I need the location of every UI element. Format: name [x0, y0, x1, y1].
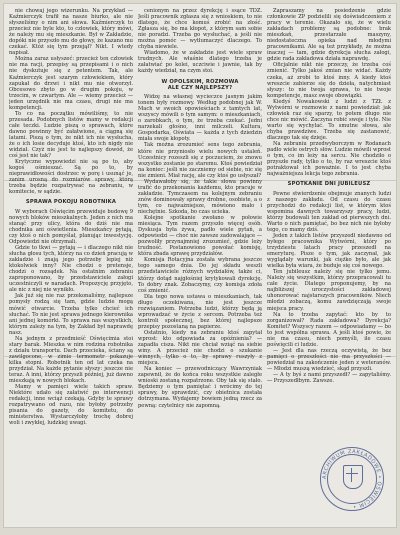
paragraph: Komisja Rotacyjna została wybrana jeszcze tego samego dnia. Do jej składu weszli przedstawiciele różnych wydziałów, także ci, którzy dotąd najgłośniej krytykowali dyrekcję. To dobry znak. Zobaczymy, czy komisja zdoła coś zmienić.: [138, 257, 262, 294]
section-heading: SPOTKANIE DNI JUBILEUSZ: [287, 181, 371, 188]
paragraph: Wydawałoby się, że takie słowa powinny trafić do przekonania każdemu, kto pracuje w zakładzie. Tymczasem na kolejnym zebraniu znów dominowały sprawy drobne, osobiste, a o tym, co najważniejsze, mówiono mało i niechętnie. Szkoda, bo czas ucieka.: [138, 178, 262, 215]
paragraph: Na jednym z przedmieść Oświęcimia stoi stary barak. Mieszka w nim rodzina robotnika z działu transportu. Dach przecieka, ściany są zawilgocone, w zimie termometr pokazuje kilka stopni. Robotnik ten od lat czeka na przydział. Na każde pytanie słyszy: jeszcze nie teraz. A inni, którzy przyszli później, już dawno mieszkają w nowych blokach.: [9, 335, 133, 385]
paragraph: Pewne stwierdzenie obejmuje znanych ludzi z naszego zakładu. Od czasu do czasu przychodzi do redakcji list, w którym ktoś wspomina dawnych towarzyszy pracy, ludzi, którzy budowali ten zakład od pierwszych dni. Warto o nich pamiętać, bo bez nich nie byłoby tego, co mamy dziś.: [267, 190, 391, 233]
paragraph: Kolejne spotkanie zwołano w połowie miesiąca. Tym razem przyszło więcej osób. Dyskusja była żywa, padło wiele pytań, a odpowiedzi — choć nie zawsze zadowalające — pozwoliły przynajmniej zrozumieć, gdzie leży trudność. Postanowiono powołać komisję, która zbada sprawę przydziałów.: [138, 215, 262, 258]
paragraph: Jeden z takich listów przyszedł niedawno od byłego pracownika Wytwórni, który po trzydziestu latach pracy przeszedł na emeryturę. Pisze o tym, jak zaczynał, jak wyglądały warunki, jak ciężko było, ale jak wielka była wiara, że buduje się coś nowego.: [267, 232, 391, 270]
stamp-text: ARCHIWUM ZAKŁADOWE • OŚWIĘCIM •: [321, 448, 383, 510]
paragraph: Widzę na własnej wycieczce jasnym jakim tonem były rozmowy. Według podobnej jak W. Mach w swoich opowieściach z tamtych lat, wszyscy mówili o tym samym: o mieszkaniach, o zarobkach, o tym, że trzeba czekać. Jedni narzekali głośno, inni milczeli. Kultura, Gospodarka, Oświata — każda z tych dziedzin miała swoje kłopoty.: [138, 94, 262, 143]
section-heading: SPRAWA POKOJU ROBOTNIKA: [25, 199, 117, 206]
paragraph: Na koniec — przewodniczący Wawrzyniak zapewnił, że do końca roku wszystkie zaległe wnioski zostaną rozpatrzone. Oby tak się stało. Będziemy o tym pamiętać i wrócimy do tej sprawy, by sprawdzić, czy obietnica została dotrzymana. Wydajemy bowiem jedną rzecz za pewną: czytelnicy nie zapomną.: [138, 366, 262, 409]
paragraph: Tak można zrozumieć sens tego zebrania, które nie przyniosło wielu nowych ustaleń. Uczestnicy rozeszli się z poczuciem, że znowu wszystko zostanie po staremu. Ktoś powiedział na koniec: jeśli nie zaczniemy od siebie, nic się nie zmieni. Miał rację, ale czy ktoś go usłyszał?: [138, 142, 262, 179]
paragraph: To co na początku mówiliśmy, to nie przesada. Podobnych listów mamy w redakcji całe teczki. Ludzie piszą o sprawach, które dawno powinny być załatwione, a ciągną się latami. Piszą o tym, że nikt ich nie wysłucha, że o ich losie decyduje ktoś, kto ich nigdy nie widział. Czyż nie jest to najlepszy dowód, że coś jest nie tak?: [9, 110, 133, 160]
paragraph: Krytyczne wypowiedzi nie są po to, aby kogoś ośmieszać. Są po to, by nieprawidłowości dostrzec w porę i usunąć je, zanim urosną do rozmiarów sprawy, którą trzeba będzie rozpatrywać na zebraniu, w komitecie, w sądzie.: [9, 159, 133, 196]
paragraph: Dla tego nowa ustawa o mieszkaniach, tak długo oczekiwana, nie jest jeszcze rozwiązaniem. Potrzeba ludzi, którzy będą ją wprowadzać w życie z sercem. Potrzeba też kontroli społecznej, bez której najlepsze przepisy pozostaną na papierze.: [138, 293, 262, 330]
paragraph: Kiedyś Nowakowski z ludzi z TZŁ z Wytwórni w rozmowie z nami powiedział: jak człowiek raz się sparzy, to potem długo nie chce nic mówić. Zaczyna robić swoje i tyle. Nie warto się wychylać. To smutne słowa, ale chyba prawdziwe. Trzeba się zastanowić, dlaczego tak się dzieje.: [267, 98, 391, 141]
paragraph: Oficjalnie nikt nie przeczy, że trzeba coś zmienić. Tylko jakoś zmian nie widać. Każdy czeka, aż zrobi to ktoś inny. A kiedy ktoś wreszcie zabierze się do dzieła, natychmiast słyszy: to nie twoja sprawa, to nie twoje kompetencje, masz swoje obowiązki.: [267, 62, 391, 99]
paragraph: cenionym na przez dyrekcję i ssące TDZ. Jeśli pracownik zgłasza się z wnioskiem, to nie dlatego, że chce komuś zrobić na złość. Zgłasza się, bo ma kłopot, z którym sam sobie nie poradzi. Trzeba go wysłuchać, a jeśli nie można pomóc — wytłumaczyć dlaczego. To chyba niewiele.: [138, 8, 262, 51]
newspaper-page: [4, 4, 396, 527]
paragraph: Można zaraz usłyszeć: przecież ten człowiek nie ma racji, przepisy są przepisami i o nich nie dyskutuje się z petentem. Tak, ale Kaźmierczyk jest szarym człowiekiem, który zapukał do drzwi i nikt mu nie otworzył. Obcesowo zbyto go w drugim pokoju, w trzecim, w czwartym. Ale — wiemy przecież — jeden urzędnik nie ma czasu, drugi nie ma kompetencji.: [9, 56, 133, 111]
paragraph: Ten jubileusz należy się nie tylko jemu. Należy się wszystkim, którzy przepracowali tu całe życie. Dlatego proponujemy, by na najbliższej uroczystości zakładowej uhonorować najstarszych pracowników. Niech młodzi zobaczą, komu zawdzięczają swoje miejsca pracy.: [267, 269, 391, 312]
archive-stamp: [320, 447, 384, 511]
column-3: [267, 8, 391, 524]
paragraph: W wyborach Oświęcim przewiduje budowę 9 nowych bloków mieszkalnych. Jeden z nich ma stanąć przy ulicy, która do dziś nie ma chodnika ani oświetlenia. Mieszkańcy pytają, czy ktoś o nich pomyślał, planując inwestycję. Odpowiedzi nie otrzymali.: [9, 208, 133, 245]
section-heading: W OPOLSKIM, ROZMOWA ALE CZY NAJLEPSZY?: [161, 78, 239, 91]
paragraph: Jak już się nie raz przekonaliśmy, najlepsze pomysły rodzą się tam, gdzie ludzie mogą mówić otwarcie. Trzeba tylko chcieć ich słuchać. To nie jest sprawa jednego kierownika ani jednej komórki. To sprawa nas wszystkich, którym zależy na tym, by Zakład był naprawdę nasz.: [9, 293, 133, 336]
paragraph: Zapraszamy na posiedzenie gdzie członkowie ZP podzielili się doświadczeniem z pracy w terenie. Okazało się, że w wielu zakładach problemy są podobne: brak mieszkań, przestarzałe maszyny, niedostateczna opieka nad młodymi pracownikami. Ale są też przykłady, że można inaczej — tam, gdzie dyrekcja słucha załogi, gdzie rada zakładowa działa naprawdę.: [267, 8, 391, 63]
paragraph: Mamy w pamięci wiele takich spraw. Niektóre udało się załatwić po interwencji redakcji, inne wciąż czekają. Gdyby te sprawy rozpatrywano od razu, nie byłoby potrzeby pisania do gazety, do komitetu, do ministerstwa. Wystarczyłoby trochę dobrej woli i zwykłej, ludzkiej uwagi.: [9, 384, 133, 427]
paragraph: nie chowaj jego wizerunku. Na przykład — Kaźmierczyk trafił na nasze biurko, ale nie słyszeliśmy o nim ani słowa. Kaźmierczyk to przecież nie byle kto, to człowiek, który mówi, że należy mu się mieszkanie. Był w Zakładzie, dopóki nie przyszło mu do głowy, że kazano mu czekać. Któż się tym przejął? Nikt. I wtedy napisał.: [9, 8, 133, 57]
paragraph: Na to trzeba zapytać: kto by to zorganizował? Rada zakładowa? Dyrekcja? Komitet? Wszyscy razem — odpowiadamy — bo to jest wspólna sprawa. A jeśli ktoś powie, że nie ma czasu, niech pomyśli, ile czasu poświęcili ci ludzie.: [267, 311, 391, 348]
paragraph: Ostatnio, kiedy na zebraniu ktoś zapytał wprost: kto odpowiada za opóźnienia? — zapadła cisza. Nikt nie chciał wziąć na siebie winy. A przecież nie chodzi o szukanie winnych, tylko o to, by sprawy ruszyły z miejsca.: [138, 329, 262, 367]
paragraph: Gdzie to tkwi — pytają — i dlaczego nikt nie słucha głosu tych, którzy na co dzień pracują w zakładzie i znają jego potrzeby lepiej niż ktokolwiek inny? Nie chodzi o pretensje, chodzi o rozsądek. Na ostatnim zebraniu zaproponowano, by przedstawiciele załogi uczestniczyli w naradach. Propozycję przyjęto, ale nic z niej nie wynikło.: [9, 245, 133, 294]
paragraph: Wiadomo, że w zakładzie jest wiele spraw trudnych. Ale właśnie dlatego trzeba je załatwiać po kolei, uczciwie i jawnie, tak by każdy wiedział, na czym stoi.: [138, 50, 262, 75]
column-1: [9, 8, 133, 524]
paragraph: — A ty byś z nami przyszedł? — zapytaliśmy. — Przyszedłbym. Zawsze.: [267, 372, 391, 385]
column-2: [138, 8, 262, 524]
paragraph: Na zebraniu przedwyborczym w Rodanach padło wiele ostrych słów. Ludzie mówili wprost o tym, co im leży na sercu. Nie chodziło o przyszłe rady, tylko o to, by raz wreszcie ktoś potraktował ich poważnie. I to jest chyba najważniejsza lekcja tego zebrania.: [267, 141, 391, 178]
paragraph: — Jest dla nas rzeczą oczywistą, że bez pamięci o przeszłości nie ma przyszłości — powiedział na zakończenie jeden z weteranów. — Młodzi muszą wiedzieć, skąd przyszli.: [267, 347, 391, 372]
svg-text:ARCHIWUM ZAKŁADOWE • OŚWIĘCIM: [322, 449, 382, 509]
stamp-ring-text: [321, 448, 383, 510]
